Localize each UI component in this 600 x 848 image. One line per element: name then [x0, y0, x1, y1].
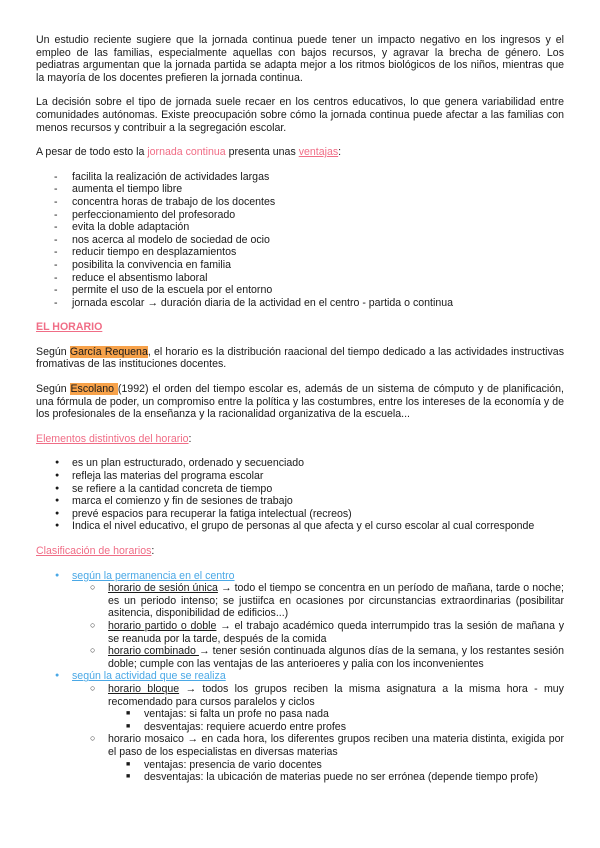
intro-paragraph-3: A pesar de todo esto la jornada continua presenta unas ventajas:	[36, 146, 342, 159]
list-item	[36, 570, 564, 671]
elementos-list	[36, 457, 564, 533]
square-bullet-icon: ■	[126, 710, 131, 718]
list-item: - facilita la realización de actividades largas	[36, 171, 564, 184]
list-item: - permite el uso de la escuela por el entorno	[36, 284, 564, 297]
list-item: - evita la doble adaptación	[36, 221, 564, 234]
actividad-link[interactable]: según la actividad que se realiza	[72, 670, 226, 683]
list-item: ○ horario bloque → todos los grupos reciben la misma asignatura a la misma hora - muy recomendado para cursos paralelos y ciclos ■ ventajas: si falta un profe no pasa nada ■ desventajas: requiere acuerdo entre profes	[90, 682, 564, 733]
list-item: - nos acerca al modelo de sociedad de ocio	[36, 234, 564, 247]
list-item: ● se refiere a la cantidad concreta de tiempo	[36, 483, 564, 496]
bullet-icon: ●	[55, 672, 60, 680]
list-item: - posibilita la convivencia en familia	[36, 259, 564, 272]
ventajas-list	[36, 171, 564, 310]
list-item: ■ desventajas: requiere acuerdo entre profes	[126, 720, 346, 733]
bullet-icon: ●	[55, 571, 60, 579]
ventajas-link[interactable]: ventajas	[298, 146, 339, 159]
circle-bullet-icon: ○	[90, 733, 96, 744]
list-item: ■ ventajas: presencia de vario docentes	[126, 758, 322, 771]
elementos-heading: Elementos distintivos del horario:	[36, 432, 192, 445]
square-bullet-icon: ■	[126, 773, 131, 781]
intro-paragraph-2: La decisión sobre el tipo de jornada suele recaer en los centros educativos, lo que genera variabilidad entre comunidades autónomas. Existe preocupación sobre cómo la jornada continua puede afectar a las familias con menos recursos y contribuir a la segregación escolar.	[36, 96, 564, 134]
circle-bullet-icon: ○	[90, 619, 96, 630]
jornada-continua-term: jornada continua	[147, 146, 226, 159]
list-item: ○ horario partido o doble → el trabajo académico queda interrumpido tras la sesión de mañana y se reanuda por la tarde, después de la comida	[90, 619, 564, 645]
clasificacion-list	[36, 570, 564, 784]
circle-bullet-icon: ○	[90, 582, 96, 593]
horario-heading: EL HORARIO	[36, 321, 103, 334]
escolano-highlight: Escolano	[70, 383, 118, 396]
garcia-requena-highlight: García Requena	[69, 345, 148, 358]
square-bullet-icon: ■	[126, 760, 131, 768]
list-item: ● prevé espacios para recuperar la fatiga intelectual (recreos)	[36, 508, 564, 521]
list-item: - concentra horas de trabajo de los docentes	[36, 196, 564, 209]
list-item: ● refleja las materias del programa escolar	[36, 470, 564, 483]
square-bullet-icon: ■	[126, 722, 131, 730]
list-item: ○ horario de sesión única → todo el tiempo se concentra en un período de mañana, tarde o noche; es un periodo intenso; se justiifca en ocasiones por circunstancias extraordinarias (posibilitar asitencia, disponibilidad de edificios...)	[90, 582, 564, 620]
permanencia-link[interactable]: según la permanencia en el centro	[72, 569, 235, 582]
intro-paragraph-1: Un estudio reciente sugiere que la jornada continua puede tener un impacto negativo en los ingresos y el empleo de las familias, especialmente aquellas con bajos recursos, y agravar la brecha de género. Los pediatras argumentan que la jornada partida se adapta mejor a los ritmos biológicos de los niños, mientras que la mayoría de los docentes prefieren la jornada continua.	[36, 34, 564, 84]
list-item	[36, 670, 564, 783]
list-item: ● es un plan estructurado, ordenado y secuenciado	[36, 457, 564, 470]
list-item: ■ desventajas: la ubicación de materias puede no ser errónea (depende tiempo profe)	[126, 771, 538, 784]
list-item: - reducir tiempo en desplazamientos	[36, 246, 564, 259]
list-item: - perfeccionamiento del profesorado	[36, 209, 564, 222]
list-item: ■ ventajas: si falta un profe no pasa nada	[126, 708, 329, 721]
garcia-requena-paragraph: Según García Requena, el horario es la distribución raacional del tiempo dedicado a las actividades instructivas fromativas de las instituciones docentes.	[36, 345, 564, 371]
list-item: - reduce el absentismo laboral	[36, 272, 564, 285]
list-item: ● Indica el nivel educativo, el grupo de personas al que afecta y el curso escolar al cual corresponde	[36, 520, 564, 533]
circle-bullet-icon: ○	[90, 682, 96, 693]
list-item: - aumenta el tiempo libre	[36, 183, 564, 196]
list-item: ○ horario mosaico → en cada hora, los diferentes grupos reciben una materia distinta, exigida por el paso de los especialistas en diversas materias ■ ventajas: presencia de vario docentes ■ desventajas: la ubicación de materias puede no ser errónea (depende tiempo profe)	[90, 733, 564, 784]
escolano-paragraph: Según Escolano (1992) el orden del tiempo escolar es, además de un sistema de cómputo y de planificación, una fórmula de poder, un compromiso entre la política y las costumbres, entre los intereses de la economía y de los profesionales de la enseñanza y la racionalidad organizativa de la escuela...	[36, 383, 565, 421]
list-item: ○ horario combinado → tener sesión continuada algunos días de la semana, y los restantes sesión doble; cumple con las ventajas de las anterioeres y palia con los inconvenientes	[90, 645, 564, 670]
list-item: - jornada escolar → duración diaria de la actividad en el centro - partida o continua	[36, 297, 564, 310]
list-item: ● marca el comienzo y fin de sesiones de trabajo	[36, 495, 564, 508]
clasificacion-heading: Clasificación de horarios:	[36, 545, 155, 557]
circle-bullet-icon: ○	[90, 645, 96, 656]
